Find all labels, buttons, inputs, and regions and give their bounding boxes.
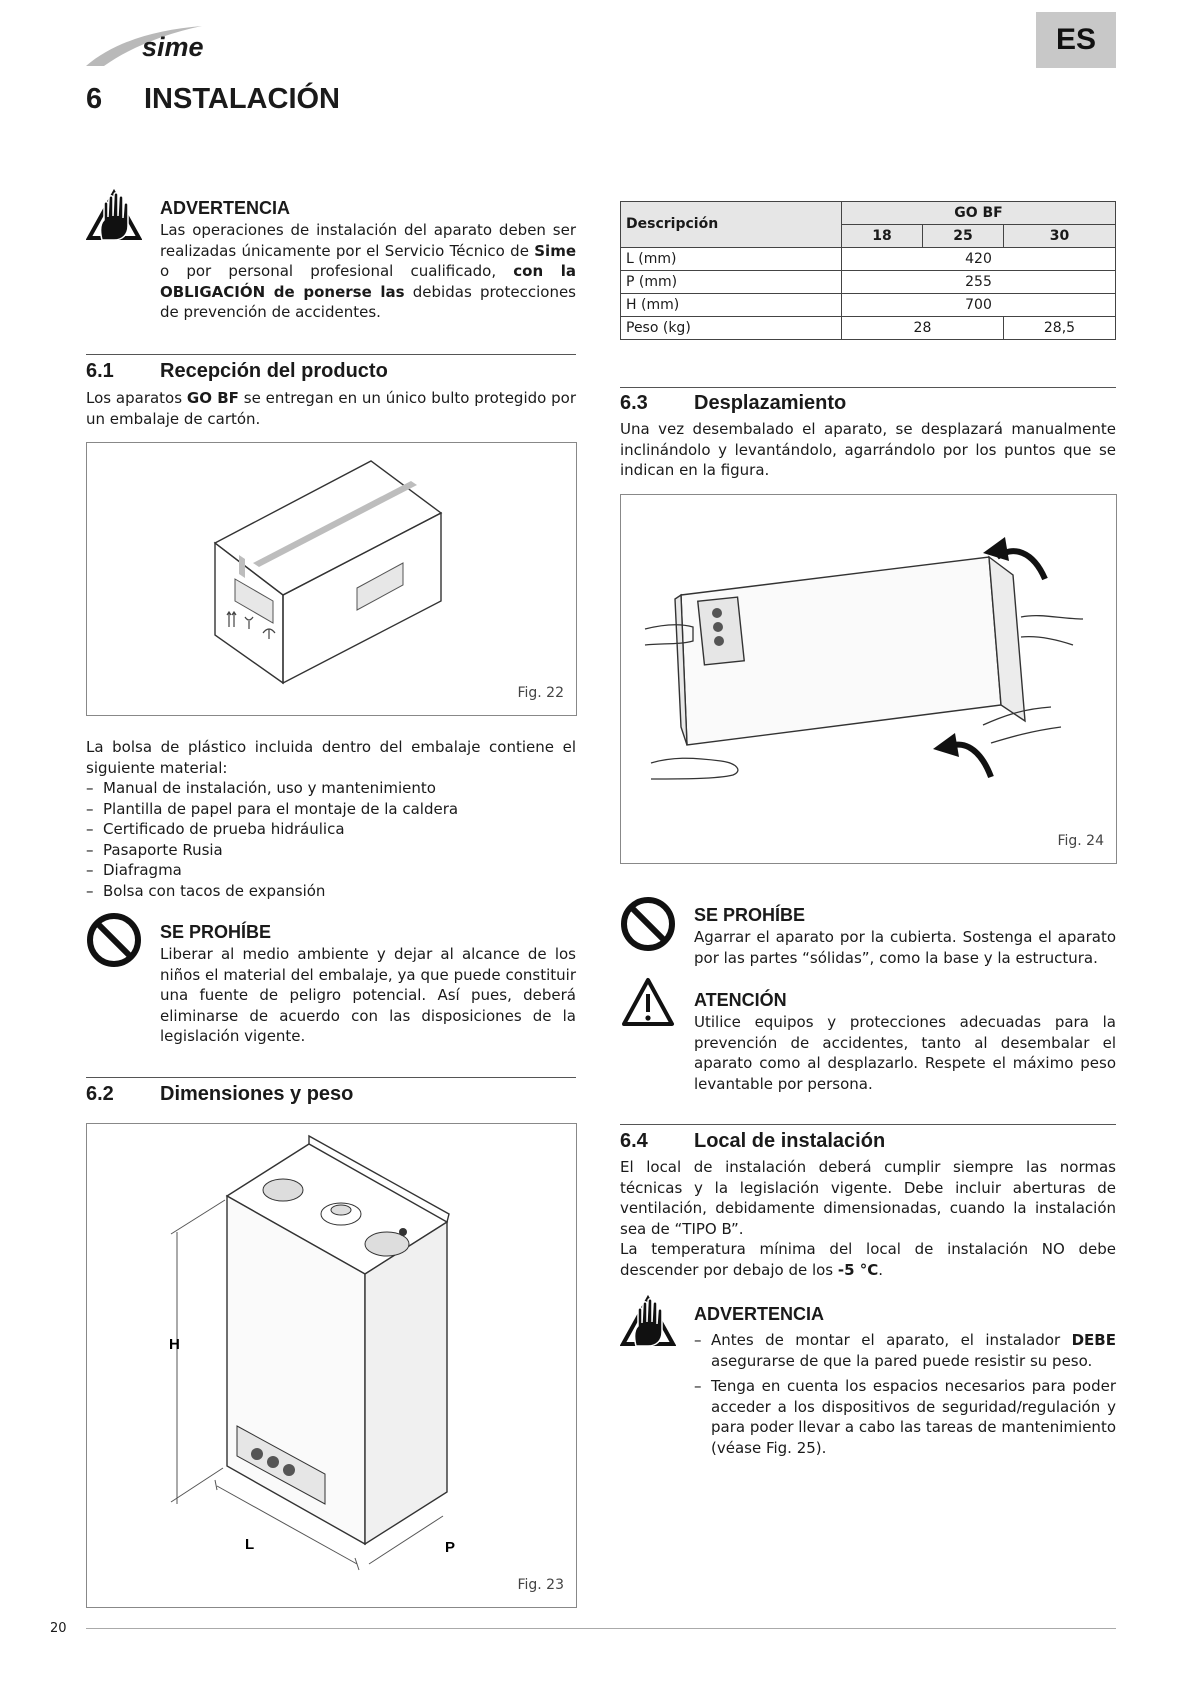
section-6-4-text: El local de instalación deberá cumplir siempre las normas técnicas y la legislación vigente. Debe incluir aberturas de ventilación, debidamente dimensionadas, cuando la instalación sea de “TIPO B”. La temperatura mínima del local de instalación NO debe descender por debajo de los -5 °C. <box>620 1158 1116 1279</box>
dimensions-table <box>620 201 1116 340</box>
warning-hand-icon <box>620 1294 676 1350</box>
section-6-4-heading: 6.4 Local de instalación <box>620 1130 886 1152</box>
list-item: – Antes de montar el aparato, el instalador DEBE asegurarse de que la pared puede resistir su peso. <box>694 1330 1116 1371</box>
warning-title: ADVERTENCIA <box>694 1304 825 1324</box>
chapter-name: INSTALACIÓN <box>144 83 341 115</box>
attention-icon <box>620 976 676 1028</box>
section-6-2-heading: 6.2 Dimensiones y peso <box>86 1083 354 1105</box>
package-contents-list <box>86 778 576 901</box>
table-row: L (mm) 420 <box>621 248 1116 271</box>
table-header-model: 25 <box>922 225 1003 248</box>
figure-23-boiler-dimensions <box>86 1123 577 1608</box>
figure-24-moving-appliance <box>620 494 1117 864</box>
language-badge: ES <box>1036 12 1116 68</box>
boiler-illustration <box>87 1124 576 1607</box>
list-item: – Bolsa con tacos de expansión <box>86 881 576 902</box>
table-header-group: GO BF <box>842 202 1116 225</box>
prohibit-notice <box>694 903 1116 968</box>
brand-name: sime <box>142 32 204 62</box>
carton-box-illustration <box>87 443 576 715</box>
warning-notice <box>160 196 576 323</box>
warning-text: Las operaciones de instalación del aparato deben ser realizadas únicamente por el Servicio Técnico de Sime o por personal profesional cualificado, con la OBLIGACIÓN de ponerse las debidas protecciones de prevención de accidentes. <box>160 221 576 322</box>
warning-notice <box>694 1302 1116 1458</box>
table-row: P (mm) 255 <box>621 271 1116 294</box>
prohibited-icon <box>620 896 676 952</box>
dim-p-label: P <box>445 1539 456 1556</box>
page-number: 20 <box>50 1621 67 1636</box>
chapter-number: 6 <box>86 83 103 115</box>
section-divider <box>620 387 1116 388</box>
package-contents-intro: La bolsa de plástico incluida dentro del embalaje contiene el siguiente material: <box>86 738 576 777</box>
figure-caption: Fig. 22 <box>517 685 564 702</box>
dim-l-label: L <box>245 1536 255 1553</box>
chapter-title <box>86 80 340 119</box>
table-header-model: 18 <box>842 225 923 248</box>
list-item: – Certificado de prueba hidráulica <box>86 819 576 840</box>
sime-logo <box>84 22 234 72</box>
section-divider <box>620 1124 1116 1125</box>
section-divider <box>86 1077 576 1078</box>
list-item: – Manual de instalación, uso y mantenimiento <box>86 778 576 799</box>
section-6-3-text: Una vez desembalado el aparato, se desplazará manualmente inclinándolo y levantándolo, agarrándolo por los puntos que se indican en la figura. <box>620 420 1116 479</box>
prohibit-notice <box>160 920 576 1047</box>
section-divider <box>86 354 576 355</box>
section-6-1-intro: Los aparatos GO BF se entregan en un único bulto protegido por un embalaje de cartón. <box>86 389 576 428</box>
table-header-description: Descripción <box>621 202 842 248</box>
list-item: – Plantilla de papel para el montaje de la caldera <box>86 799 576 820</box>
table-header-model: 30 <box>1003 225 1115 248</box>
list-item: – Diafragma <box>86 860 576 881</box>
section-6-1-heading: 6.1 Recepción del producto <box>86 360 388 382</box>
figure-22-boxed-product <box>86 442 577 716</box>
attention-text: Utilice equipos y protecciones adecuadas para la prevención de accidentes, tanto al desembalar el aparato como al desplazarlo. Respete el máximo peso levantable por persona. <box>694 1013 1116 1093</box>
prohibited-icon <box>86 912 142 968</box>
attention-title: ATENCIÓN <box>694 990 787 1010</box>
prohibit-title: SE PROHÍBE <box>694 905 806 925</box>
table-row: H (mm) 700 <box>621 294 1116 317</box>
warning-title: ADVERTENCIA <box>160 198 291 218</box>
list-item: – Tenga en cuenta los espacios necesarios para poder acceder a los dispositivos de seguridad/regulación y para poder llevar a cabo las tareas de mantenimiento (véase Fig. 25). <box>694 1376 1116 1458</box>
dim-h-label: H <box>169 1336 180 1353</box>
section-6-3-heading: 6.3 Desplazamiento <box>620 392 847 414</box>
warning-hand-icon <box>86 188 142 244</box>
warning-list <box>694 1330 1116 1458</box>
table-row: Peso (kg) 28 28,5 <box>621 317 1116 340</box>
figure-caption: Fig. 23 <box>517 1577 564 1594</box>
moving-illustration <box>621 495 1116 863</box>
figure-caption: Fig. 24 <box>1057 833 1104 850</box>
prohibit-text: Agarrar el aparato por la cubierta. Sostenga el aparato por las partes “sólidas”, como la base y la estructura. <box>694 928 1116 967</box>
list-item: – Pasaporte Rusia <box>86 840 576 861</box>
attention-notice <box>694 988 1116 1094</box>
footer-divider <box>86 1628 1116 1629</box>
prohibit-text: Liberar al medio ambiente y dejar al alcance de los niños el material del embalaje, ya que puede constituir una fuente de peligro potencial. Así pues, deberá eliminarse de acuerdo con las disposiciones de la legislación vigente. <box>160 945 576 1046</box>
prohibit-title: SE PROHÍBE <box>160 922 272 942</box>
